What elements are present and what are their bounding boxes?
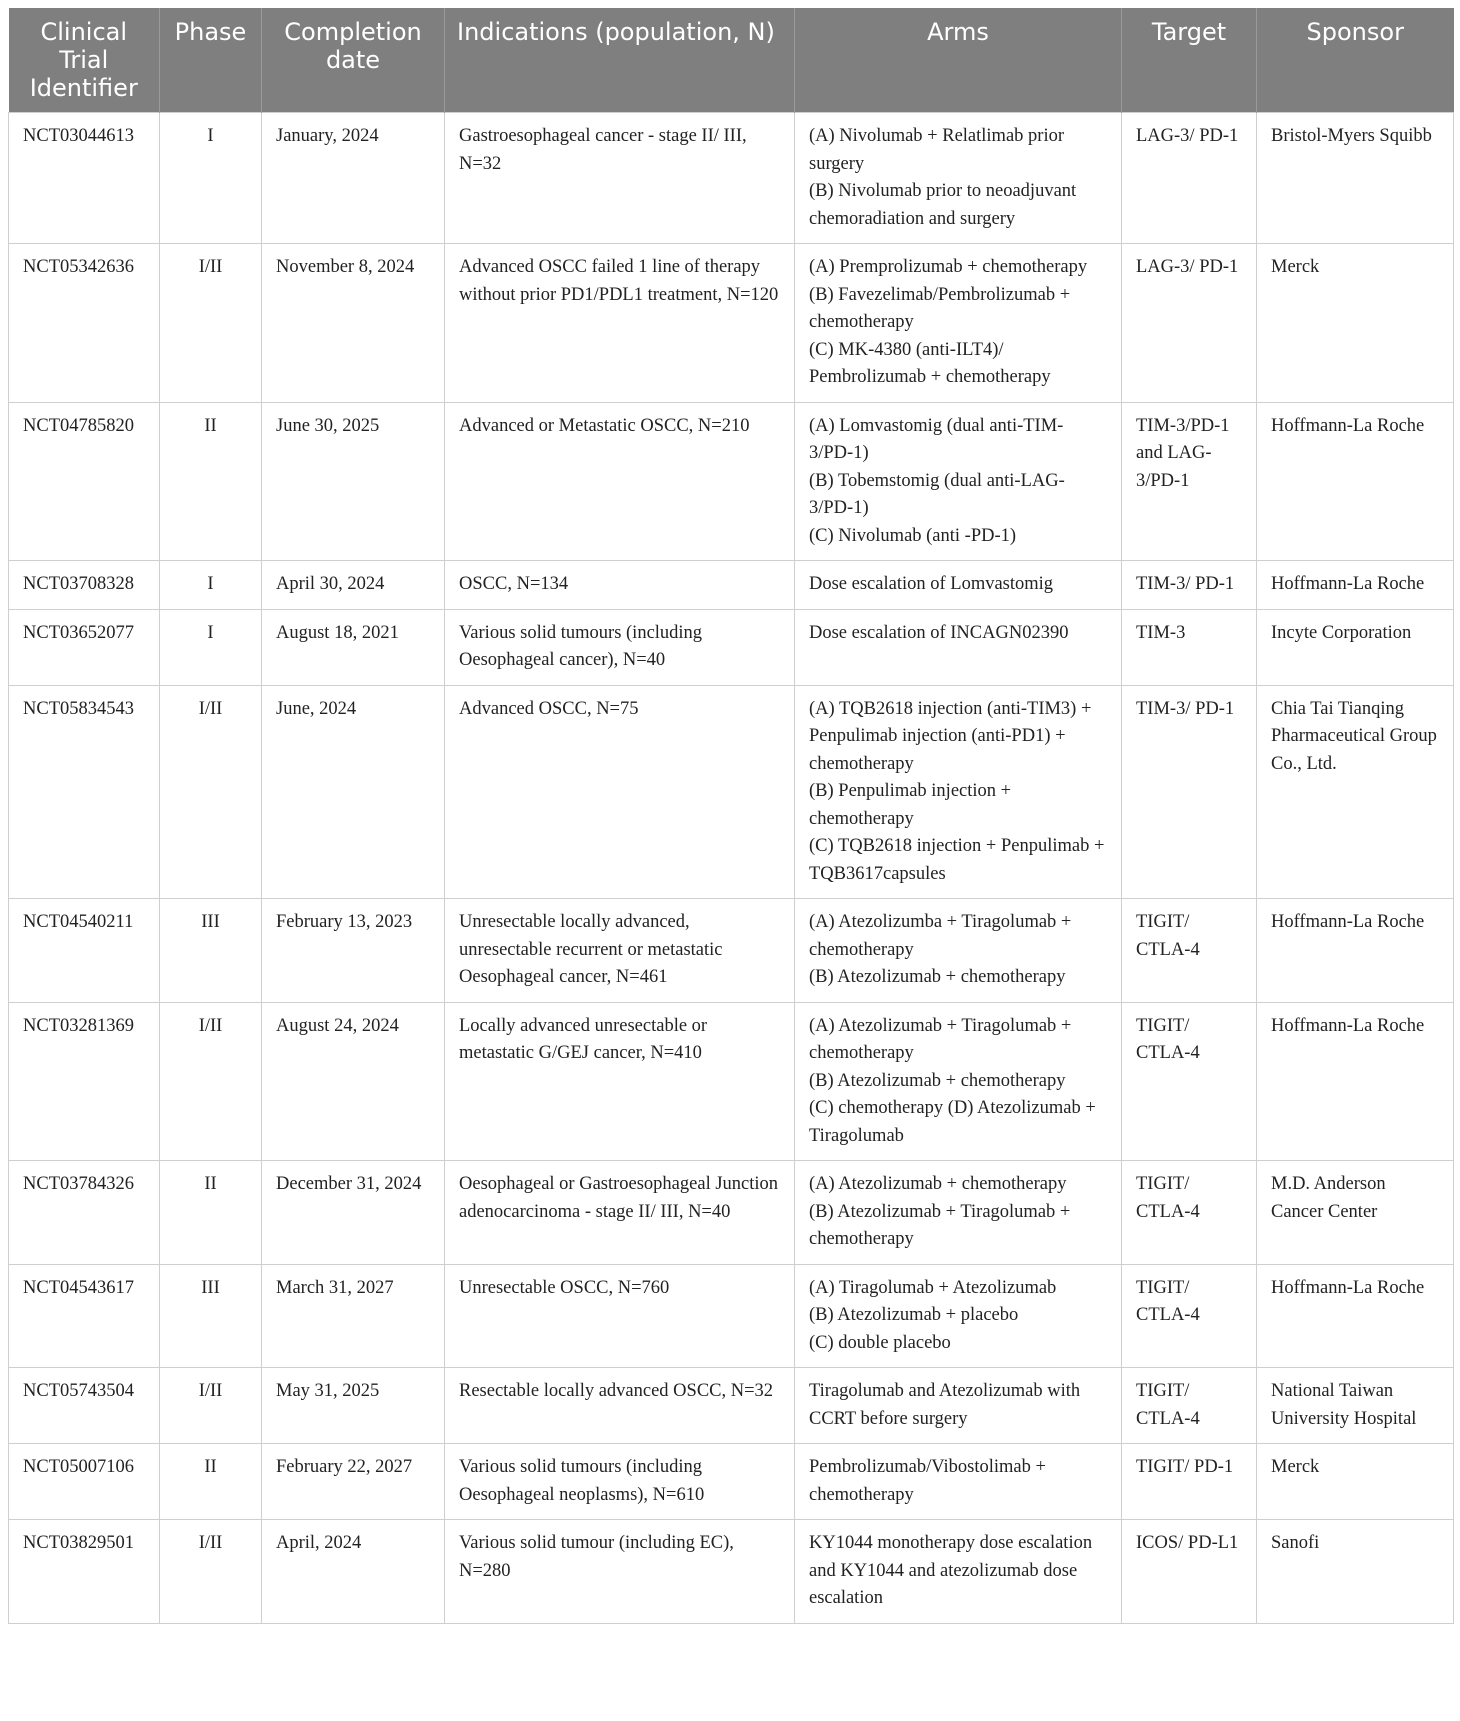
target: LAG-3/ PD-1 bbox=[1122, 244, 1257, 403]
arm-item: Tiragolumab and Atezolizumab with CCRT before surgery bbox=[809, 1381, 1081, 1429]
header-sponsor: Sponsor bbox=[1257, 8, 1454, 113]
phase: II bbox=[160, 1161, 262, 1265]
trial-id: NCT03829501 bbox=[9, 1520, 160, 1624]
indication: Various solid tumours (including Oesophageal cancer), N=40 bbox=[445, 609, 795, 685]
arm-item: Dose escalation of INCAGN02390 bbox=[809, 622, 1069, 643]
arm-item: Pembrolizumab/Vibostolimab + chemotherapy bbox=[809, 1457, 1046, 1505]
target: TIGIT/ CTLA-4 bbox=[1122, 1368, 1257, 1444]
table-row bbox=[9, 1002, 1454, 1161]
arm-item: (A) Lomvastomig (dual anti-TIM-3/PD-1) bbox=[809, 415, 1064, 463]
arms bbox=[795, 899, 1122, 1003]
header-arms: Arms bbox=[795, 8, 1122, 113]
arm-item: (C) Nivolumab (anti -PD-1) bbox=[809, 525, 1017, 546]
completion-date: May 31, 2025 bbox=[262, 1368, 445, 1444]
indication: Unresectable locally advanced, unresectable recurrent or metastatic Oesophageal cancer, N=461 bbox=[445, 899, 795, 1003]
arm-item: KY1044 monotherapy dose escalation and KY1044 and atezolizumab dose escalation bbox=[809, 1533, 1093, 1608]
table-row bbox=[9, 113, 1454, 244]
arm-item: (B) Atezolizumab + chemotherapy bbox=[809, 967, 1066, 987]
arms bbox=[795, 561, 1122, 610]
target: TIGIT/ CTLA-4 bbox=[1122, 1264, 1257, 1368]
target: TIM-3/PD-1 and LAG-3/PD-1 bbox=[1122, 402, 1257, 561]
phase: I/II bbox=[160, 685, 262, 899]
completion-date: March 31, 2027 bbox=[262, 1264, 445, 1368]
target: TIGIT/ CTLA-4 bbox=[1122, 899, 1257, 1003]
completion-date: August 24, 2024 bbox=[262, 1002, 445, 1161]
indication: Advanced or Metastatic OSCC, N=210 bbox=[445, 402, 795, 561]
arm-item: Dose escalation of Lomvastomig bbox=[809, 574, 1054, 594]
arms bbox=[795, 1368, 1122, 1444]
completion-date: November 8, 2024 bbox=[262, 244, 445, 403]
arm-item: (A) TQB2618 injection (anti-TIM3) + Penpulimab injection (anti-PD1) + chemotherapy bbox=[809, 698, 1092, 774]
indication: Various solid tumour (including EC), N=280 bbox=[445, 1520, 795, 1624]
arm-item: (B) Penpulimab injection + chemotherapy bbox=[809, 781, 1012, 829]
table-row bbox=[9, 1368, 1454, 1444]
table-row bbox=[9, 1520, 1454, 1624]
phase: I/II bbox=[160, 244, 262, 403]
indication: Unresectable OSCC, N=760 bbox=[445, 1264, 795, 1368]
sponsor: Hoffmann-La Roche bbox=[1257, 561, 1454, 610]
phase: III bbox=[160, 1264, 262, 1368]
indication: Locally advanced unresectable or metastatic G/GEJ cancer, N=410 bbox=[445, 1002, 795, 1161]
sponsor: Chia Tai Tianqing Pharmaceutical Group Co., Ltd. bbox=[1257, 685, 1454, 899]
arms bbox=[795, 113, 1122, 244]
phase: I/II bbox=[160, 1520, 262, 1624]
sponsor: National Taiwan University Hospital bbox=[1257, 1368, 1454, 1444]
phase: II bbox=[160, 402, 262, 561]
sponsor: M.D. Anderson Cancer Center bbox=[1257, 1161, 1454, 1265]
target: TIGIT/ PD-1 bbox=[1122, 1444, 1257, 1520]
indication: OSCC, N=134 bbox=[445, 561, 795, 610]
completion-date: April 30, 2024 bbox=[262, 561, 445, 610]
arm-item: (A) Atezolizumab + Tiragolumab + chemotherapy bbox=[809, 1015, 1072, 1063]
table-row bbox=[9, 244, 1454, 403]
header-row bbox=[9, 8, 1454, 113]
header-phase: Phase bbox=[160, 8, 262, 113]
indication: Advanced OSCC failed 1 line of therapy without prior PD1/PDL1 treatment, N=120 bbox=[445, 244, 795, 403]
trial-id: NCT03281369 bbox=[9, 1002, 160, 1161]
trial-id: NCT03652077 bbox=[9, 609, 160, 685]
target: TIM-3/ PD-1 bbox=[1122, 685, 1257, 899]
sponsor: Hoffmann-La Roche bbox=[1257, 1002, 1454, 1161]
trial-id: NCT04543617 bbox=[9, 1264, 160, 1368]
table-row bbox=[9, 561, 1454, 610]
trial-id: NCT05342636 bbox=[9, 244, 160, 403]
phase: I bbox=[160, 561, 262, 610]
completion-date: June, 2024 bbox=[262, 685, 445, 899]
phase: I/II bbox=[160, 1368, 262, 1444]
arm-item: (C) MK-4380 (anti-ILT4)/ Pembrolizumab + chemotherapy bbox=[809, 339, 1051, 387]
arm-item: (B) Favezelimab/Pembrolizumab + chemotherapy bbox=[809, 284, 1071, 332]
phase: I/II bbox=[160, 1002, 262, 1161]
trial-id: NCT04785820 bbox=[9, 402, 160, 561]
table-row bbox=[9, 402, 1454, 561]
indication: Oesophageal or Gastroesophageal Junction adenocarcinoma - stage II/ III, N=40 bbox=[445, 1161, 795, 1265]
sponsor: Sanofi bbox=[1257, 1520, 1454, 1624]
completion-date: December 31, 2024 bbox=[262, 1161, 445, 1265]
table-row bbox=[9, 1161, 1454, 1265]
trial-id: NCT03708328 bbox=[9, 561, 160, 610]
phase: II bbox=[160, 1444, 262, 1520]
header-target: Target bbox=[1122, 8, 1257, 113]
indication: Various solid tumours (including Oesophageal neoplasms), N=610 bbox=[445, 1444, 795, 1520]
arms bbox=[795, 244, 1122, 403]
arm-item: (B) Atezolizumab + chemotherapy bbox=[809, 1070, 1066, 1091]
arms bbox=[795, 609, 1122, 685]
trial-id: NCT05834543 bbox=[9, 685, 160, 899]
completion-date: June 30, 2025 bbox=[262, 402, 445, 561]
table-row bbox=[9, 899, 1454, 1003]
arms bbox=[795, 1264, 1122, 1368]
sponsor: Hoffmann-La Roche bbox=[1257, 1264, 1454, 1368]
trial-id: NCT03044613 bbox=[9, 113, 160, 244]
arm-item: (C) double placebo bbox=[809, 1332, 951, 1353]
arm-item: (A) Atezolizumba + Tiragolumab + chemotherapy bbox=[809, 912, 1072, 960]
arm-item: (A) Nivolumab + Relatlimab prior surgery bbox=[809, 126, 1064, 174]
completion-date: January, 2024 bbox=[262, 113, 445, 244]
arm-item: (B) Atezolizumab + placebo bbox=[809, 1305, 1019, 1325]
trial-id: NCT05007106 bbox=[9, 1444, 160, 1520]
arm-item: (A) Tiragolumab + Atezolizumab bbox=[809, 1277, 1057, 1298]
arm-item: (C) chemotherapy (D) Atezolizumab + Tiragolumab bbox=[809, 1098, 1096, 1146]
completion-date: February 22, 2027 bbox=[262, 1444, 445, 1520]
phase: III bbox=[160, 899, 262, 1003]
arm-item: (B) Tobemstomig (dual anti-LAG-3/PD-1) bbox=[809, 470, 1065, 518]
completion-date: April, 2024 bbox=[262, 1520, 445, 1624]
arm-item: (A) Premprolizumab + chemotherapy bbox=[809, 257, 1088, 277]
arms bbox=[795, 685, 1122, 899]
trial-id: NCT03784326 bbox=[9, 1161, 160, 1265]
arm-item: (B) Nivolumab prior to neoadjuvant chemoradiation and surgery bbox=[809, 181, 1077, 229]
arm-item: (A) Atezolizumab + chemotherapy bbox=[809, 1174, 1067, 1194]
header-trial-id: Clinical Trial Identifier bbox=[9, 8, 160, 113]
target: TIGIT/ CTLA-4 bbox=[1122, 1002, 1257, 1161]
arm-item: (C) TQB2618 injection + Penpulimab + TQB3617capsules bbox=[809, 836, 1105, 884]
table-row bbox=[9, 1264, 1454, 1368]
trials-table-container bbox=[8, 8, 1454, 1624]
indication: Gastroesophageal cancer - stage II/ III, N=32 bbox=[445, 113, 795, 244]
arms bbox=[795, 1444, 1122, 1520]
arms bbox=[795, 1161, 1122, 1265]
trial-id: NCT04540211 bbox=[9, 899, 160, 1003]
target: TIM-3/ PD-1 bbox=[1122, 561, 1257, 610]
sponsor: Bristol-Myers Squibb bbox=[1257, 113, 1454, 244]
table-row bbox=[9, 1444, 1454, 1520]
target: ICOS/ PD-L1 bbox=[1122, 1520, 1257, 1624]
target: LAG-3/ PD-1 bbox=[1122, 113, 1257, 244]
table-row bbox=[9, 685, 1454, 899]
sponsor: Hoffmann-La Roche bbox=[1257, 402, 1454, 561]
clinical-trials-table bbox=[8, 8, 1454, 1624]
arms bbox=[795, 402, 1122, 561]
header-completion-date: Completion date bbox=[262, 8, 445, 113]
arm-item: (B) Atezolizumab + Tiragolumab + chemotherapy bbox=[809, 1201, 1071, 1249]
indication: Advanced OSCC, N=75 bbox=[445, 685, 795, 899]
completion-date: August 18, 2021 bbox=[262, 609, 445, 685]
arms bbox=[795, 1002, 1122, 1161]
sponsor: Incyte Corporation bbox=[1257, 609, 1454, 685]
phase: I bbox=[160, 113, 262, 244]
target: TIGIT/ CTLA-4 bbox=[1122, 1161, 1257, 1265]
phase: I bbox=[160, 609, 262, 685]
header-indications: Indications (population, N) bbox=[445, 8, 795, 113]
sponsor: Merck bbox=[1257, 244, 1454, 403]
indication: Resectable locally advanced OSCC, N=32 bbox=[445, 1368, 795, 1444]
sponsor: Merck bbox=[1257, 1444, 1454, 1520]
target: TIM-3 bbox=[1122, 609, 1257, 685]
completion-date: February 13, 2023 bbox=[262, 899, 445, 1003]
sponsor: Hoffmann-La Roche bbox=[1257, 899, 1454, 1003]
arms bbox=[795, 1520, 1122, 1624]
trial-id: NCT05743504 bbox=[9, 1368, 160, 1444]
table-row bbox=[9, 609, 1454, 685]
